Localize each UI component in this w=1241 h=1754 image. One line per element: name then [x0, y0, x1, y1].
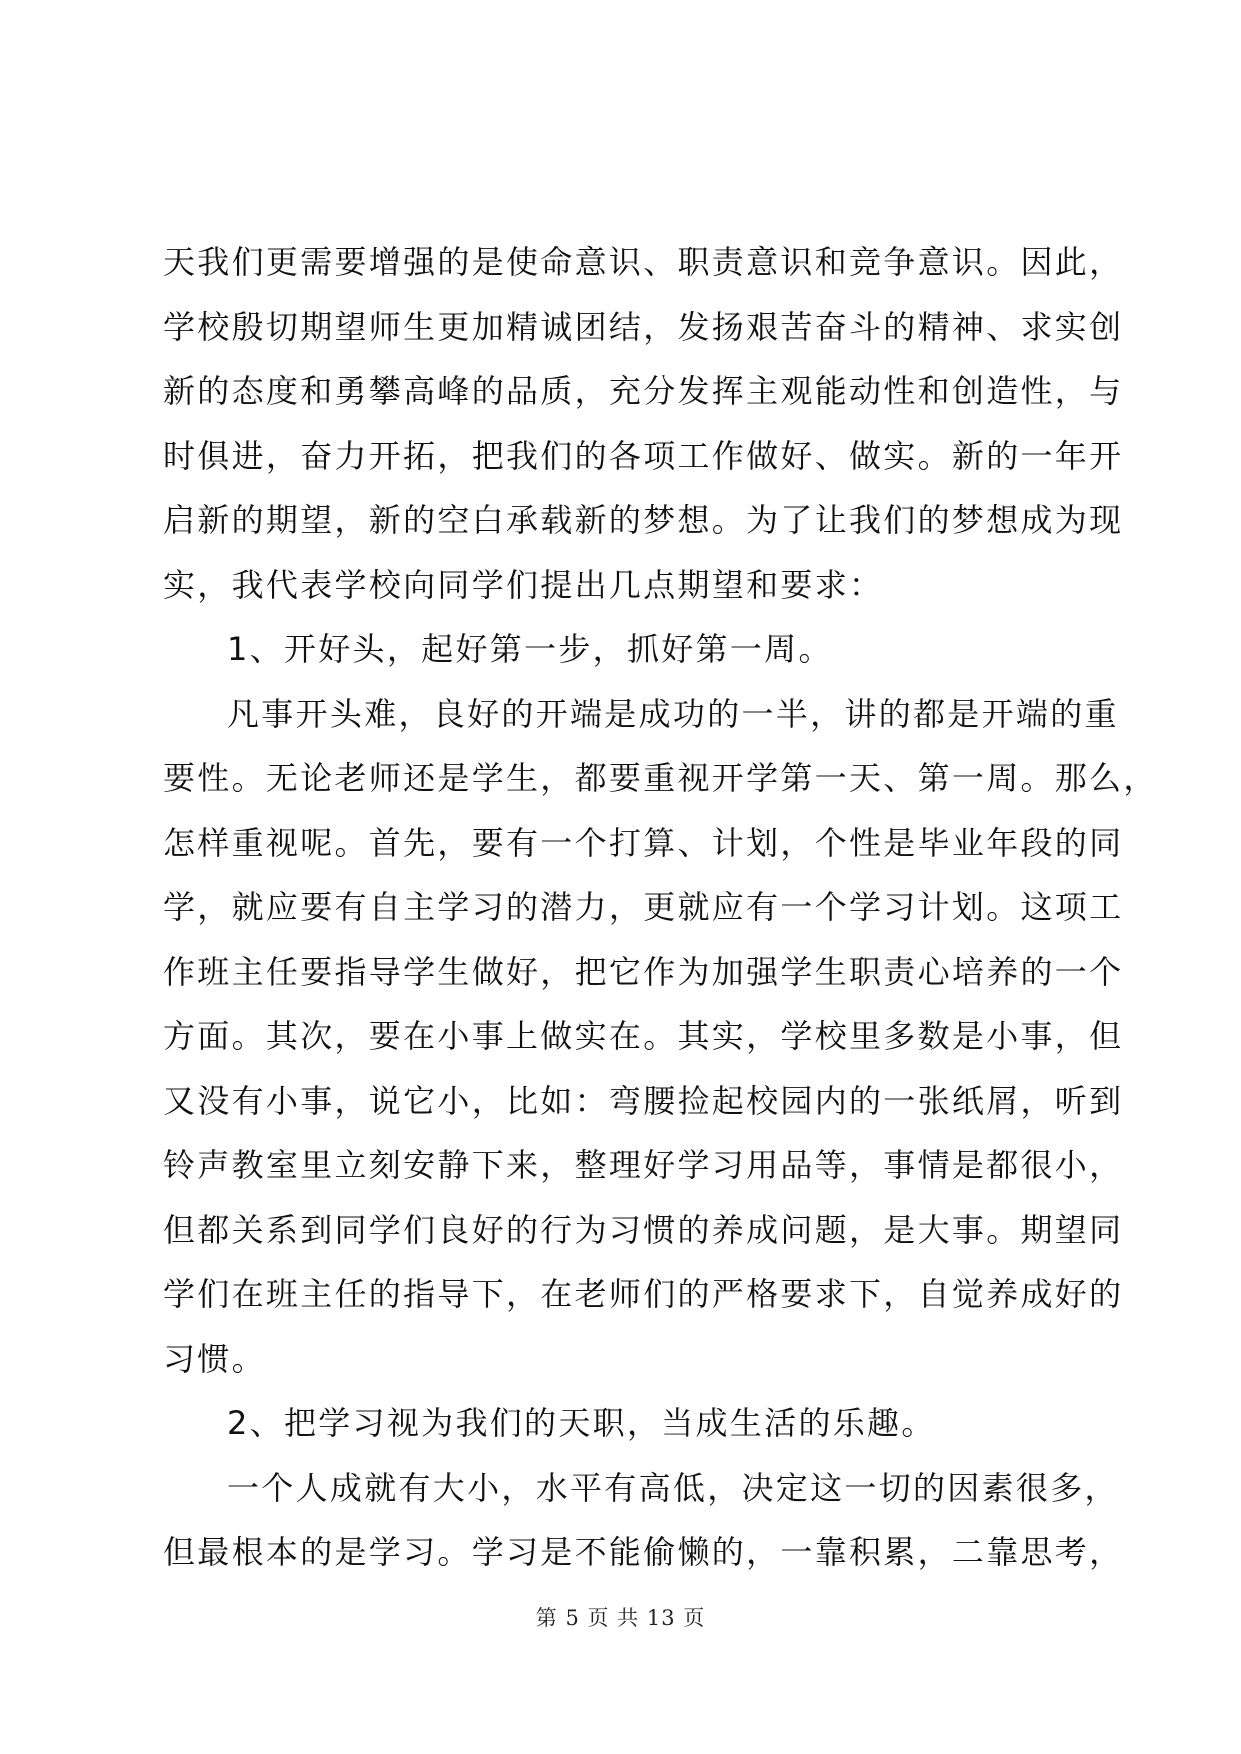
- text-line-9: 要性。无论老师还是学生，都要重视开学第一天、第一周。那么，: [163, 759, 1158, 797]
- text-line-13: 方面。其次，要在小事上做实在。其实，学校里多数是小事，但: [163, 1017, 1124, 1055]
- text-line-14: 又没有小事，说它小，比如：弯腰捡起校园内的一张纸屑，听到: [163, 1081, 1124, 1120]
- text-line-11: 学，就应要有自主学习的潜力，更就应有一个学习计划。这项工: [163, 888, 1124, 926]
- text-line-15: 铃声教室里立刻安静下来，整理好学习用品等，事情是都很小，: [163, 1146, 1124, 1184]
- text-line-6: 实，我代表学校向同学们提出几点期望和要求：: [163, 565, 884, 604]
- text-line-18: 习惯。: [163, 1339, 266, 1378]
- text-line-7: 1、开好头，起好第一步，抓好第一周。: [227, 630, 833, 668]
- text-line-16: 但都关系到同学们良好的行为习惯的养成问题，是大事。期望同: [163, 1210, 1124, 1249]
- text-line-8: 凡事开头难，良好的开端是成功的一半，讲的都是开端的重: [227, 694, 1119, 733]
- text-line-12: 作班主任要指导学生做好，把它作为加强学生职责心培养的一个: [163, 952, 1124, 991]
- text-line-21: 但最根本的是学习。学习是不能偷懒的，一靠积累，二靠思考，: [163, 1533, 1124, 1571]
- text-line-4: 时俱进，奋力开拓，把我们的各项工作做好、做实。新的一年开: [163, 436, 1124, 475]
- text-line-17: 学们在班主任的指导下，在老师们的严格要求下，自觉养成好的: [163, 1275, 1124, 1313]
- text-line-10: 怎样重视呢。首先，要有一个打算、计划，个性是毕业年段的同: [163, 823, 1124, 862]
- text-line-3: 新的态度和勇攀高峰的品质，充分发挥主观能动性和创造性，与: [163, 372, 1124, 410]
- text-line-20: 一个人成就有大小，水平有高低，决定这一切的因素很多，: [227, 1468, 1119, 1507]
- text-line-2: 学校殷切期望师生更加精诚团结，发扬艰苦奋斗的精神、求实创: [163, 307, 1124, 346]
- page-footer: [0, 1602, 1241, 1632]
- text-line-19: 2、把学习视为我们的天职，当成生活的乐趣。: [227, 1404, 936, 1442]
- text-line-5: 启新的期望，新的空白承载新的梦想。为了让我们的梦想成为现: [163, 501, 1124, 539]
- document-body: [163, 230, 1158, 1585]
- text-line-1: 天我们更需要增强的是使命意识、职责意识和竞争意识。因此，: [163, 243, 1124, 281]
- page-number-label: 第 5 页 共 13 页: [535, 1606, 706, 1630]
